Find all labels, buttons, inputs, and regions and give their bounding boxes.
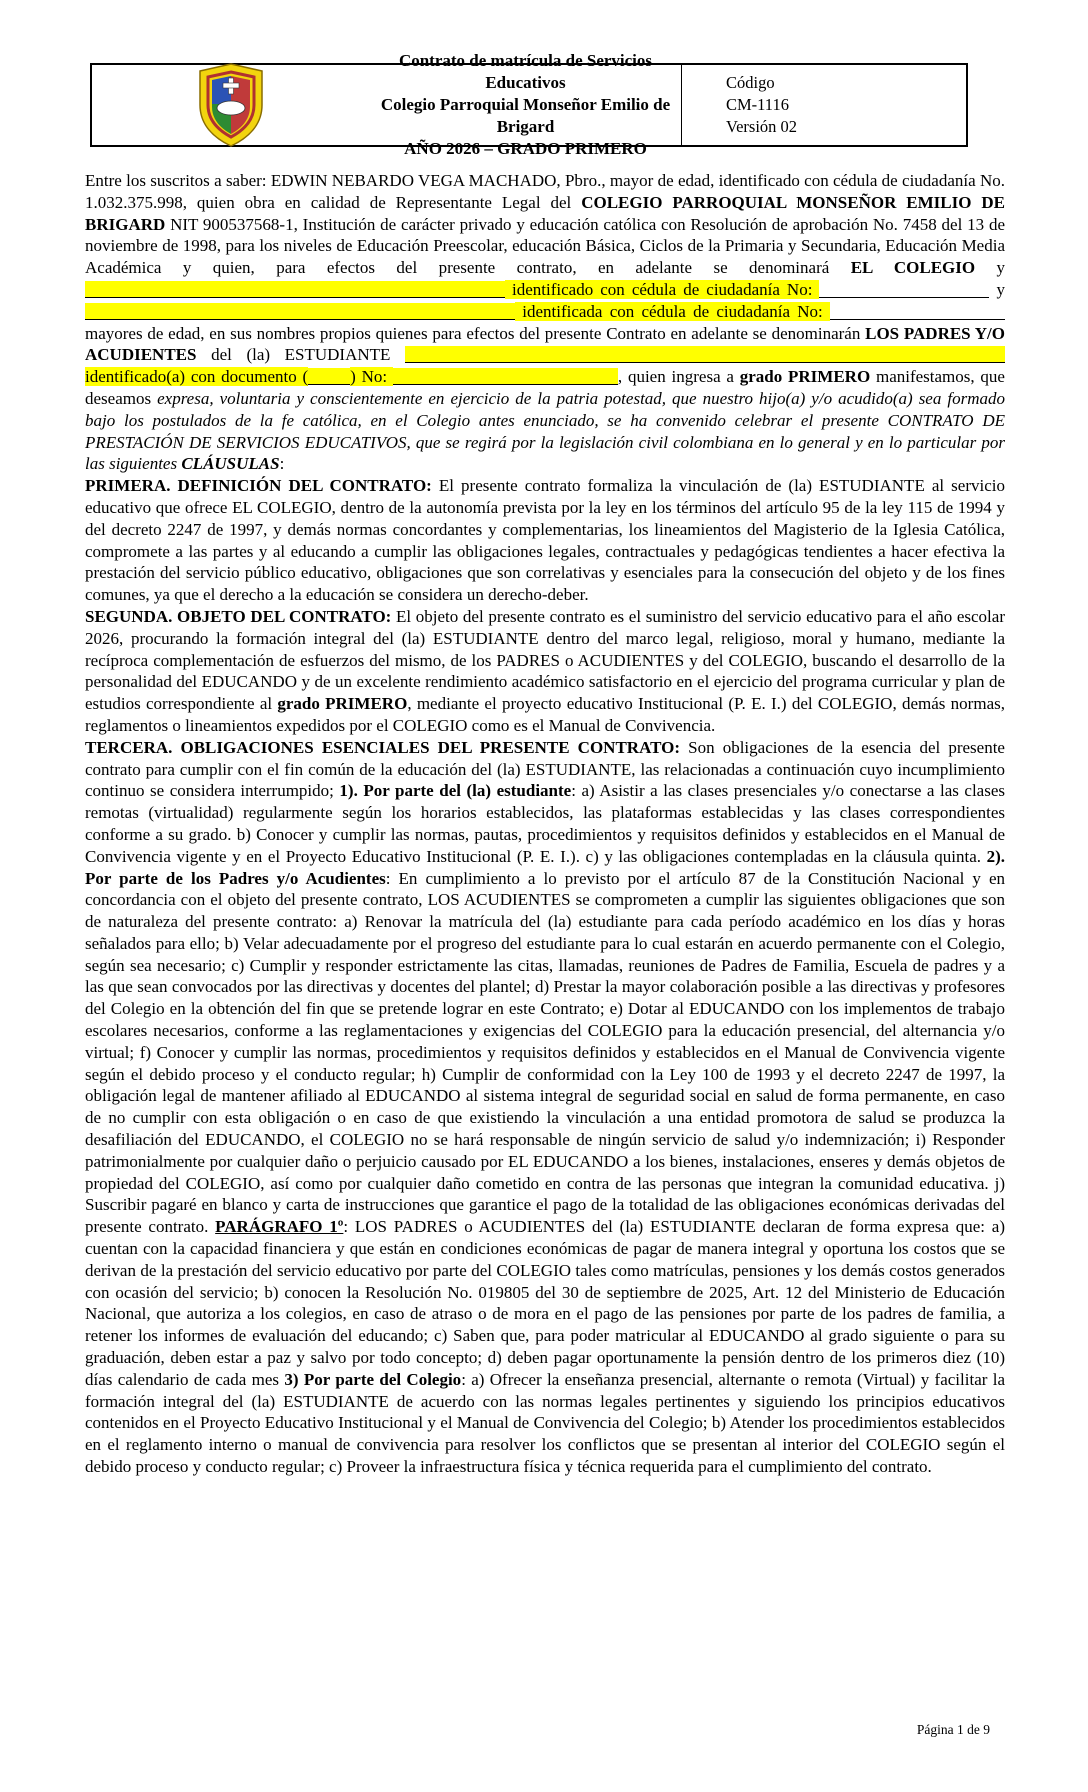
text-run: El objeto del presente contrato es el suministro del servicio educativo para el año escolar 2026, procurando la formación integral del (la) ESTUDIANTE dentro del marco legal, religioso, moral y humano, mediante la recíproca complementación de esfuerzos del mismo, de los PADRES o ACUDIENTES y del COLEGIO, buscando el desarrollo de la personalidad del EDUCANDO y de un excelente rendimiento académico satisfactorio en el ejercicio del programa curricular y plan de estudios correspondiente al — [85, 606, 1005, 714]
text-run: y — [989, 279, 1005, 299]
text-run: , mediante el proyecto educativo Institucional (P. E. I.) del COLEGIO, demás normas, reglamentos o lineamientos expedidos por el COLEGIO como es el Manual de Convivencia. — [85, 694, 1005, 735]
title-line-3: AÑO 2026 – GRADO PRIMERO — [404, 139, 647, 158]
page-number: Página 1 de 9 — [916, 1722, 990, 1737]
paragraph — [85, 737, 1005, 1478]
blank-field — [85, 303, 515, 320]
blank-field — [830, 303, 1005, 320]
text-run: PRIMERA. DEFINICIÓN DEL CONTRATO: — [85, 476, 439, 496]
text-run: expresa, voluntaria y conscientemente en ejercicio de la patria potestad, que nuestro hijo(a) y/o acudido(a) sea formado bajo los postulados de la fe católica, en el Colegio antes enunciado, se ha convenido celebrar el presente CONTRATO DE PRESTACIÓN DE SERVICIOS EDUCATIVOS, que se regirá por la legislación civil colombiana en lo general y en lo particular por las siguientes — [85, 388, 1005, 474]
text-run: : LOS PADRES o ACUDIENTES del (la) ESTUDIANTE declaran de forma expresa que: a) cuentan con la capacidad financiera y que están en condiciones económicas de pagar de manera integral y oportuna los costos que se derivan de la prestación del servicio educativo por parte del COLEGIO tales como matrículas, pensiones y los demás costos generados con ocasión del servicio; b) conocen la Resolución No. 019805 del 30 de septiembre de 2025, Art. 12 del Ministerio de Educación Nacional, que autoriza a los colegios, en caso de atraso o de mora en el pago de las pensiones por parte de los padres de familia, a retener los informes de evaluación del educando; c) Saben que, para poder matricular al EDUCANDO al grado siguiente o para su graduación, deben estar a paz y salvo por todo concepto; d) deben pagar oportunamente la pensión dentro de los primeros diez (10) días calendario de cada mes — [85, 1217, 1005, 1389]
text-run: , quien ingresa a — [617, 367, 740, 387]
text-run: TERCERA. OBLIGACIONES ESENCIALES DEL PRESENTE CONTRATO: — [85, 737, 689, 757]
blank-field — [819, 281, 989, 298]
school-crest-logo — [196, 63, 266, 147]
text-run: 1). Por parte del (la) estudiante — [339, 781, 572, 801]
title-line-1: Contrato de matrícula de Servicios Educativos — [398, 51, 653, 92]
text-run: LOS PADRES Y/O ACUDIENTES — [85, 323, 1005, 365]
text-run: del (la) ESTUDIANTE — [196, 345, 405, 365]
text-run: manifestamos, que deseamos — [85, 367, 1005, 408]
text-run: y — [975, 258, 1006, 278]
text-run: El presente contrato formaliza la vinculación de (la) ESTUDIANTE al servicio educativo que ofrece EL COLEGIO, dentro de la autonomía prevista por la ley en los términos del artículo 95 de la ley 115 de 1994 y del decreto 2247 de 1997, y demás normas concordantes y complementarias, los lineamientos del Magisterio de la Iglesia Católica, compromete a las partes y al educando a cumplir las obligaciones legales, contractuales y pedagógicas tendientes a hacer efectiva la prestación del servicio público educativo, obligaciones que son correlativas y esenciales para la consecución del objeto y de los fines comunes, ya que el derecho a la educación se considera un derecho-deber. — [85, 476, 1005, 605]
code-label: Código — [726, 73, 775, 92]
blank-field — [85, 281, 505, 298]
header-title — [370, 51, 681, 158]
text-run: identificado con cédula de ciudadanía No: — [505, 279, 820, 299]
text-run: : a) Asistir a las clases presenciales y/o conectarse a las clases remotas (virtualidad) regularmente según los horarios establecidos, las plataformas establecidas y las clases correspondientes conforme a su grado. b) Conocer y cumplir las normas, pautas, procedimientos y requisitos definidos y establecidos en el Manual de Convivencia vigente y en el Proyecto Educativo Institucional (P. E. I.). c) y las obligaciones contempladas en la cláusula quinta. — [85, 781, 1006, 866]
text-run: identificada con cédula de ciudadanía No: — [515, 301, 830, 321]
text-run: COLEGIO PARROQUIAL MONSEÑOR EMILIO DE BRIGARD — [85, 192, 1006, 234]
paragraph — [85, 170, 1005, 475]
document-body — [85, 170, 1005, 1478]
text-run: : a) Ofrecer la enseñanza presencial, alternante o remota (Virtual) y facilitar la formación integral del (la) ESTUDIANTE de acuerdo con las normas legales pertinentes y siguiendo los principios educativos contenidos en el Proyecto Educativo Institucional y el Manual de Convivencia del Colegio; b) Atender los procedimientos establecidos en el reglamento interno o manual de convivencia para resolver los conflictos que se presentan al interior del COLEGIO según el debido proceso y conducto regular; c) Proveer la infraestructura física y técnica requerida para el cumplimiento del contrato. — [85, 1369, 1005, 1477]
version-label: Versión 02 — [726, 117, 798, 136]
header-code-cell — [681, 65, 966, 145]
header-logo-cell — [92, 65, 370, 145]
text-run: Son obligaciones de la esencia del presente contrato para cumplir con el fin común de la educación del (la) ESTUDIANTE, las relacionadas a continuación cuyo incumplimiento continuo se considera interrumpido; — [85, 737, 1005, 801]
text-run: grado PRIMERO — [277, 694, 408, 714]
page-footer — [917, 1722, 990, 1738]
blank-field — [308, 368, 350, 385]
blank-field — [405, 346, 1005, 363]
paragraph — [85, 606, 1005, 737]
text-run: NIT 900537568-1, Institución de carácter privado y educación católica con Resolución de aprobación No. 7458 del 13 de noviembre de 1998, para los niveles de Educación Preescolar, educación Básica, Ciclos de la Primaria y Secundaria, Educación Media Académica y quien, para efectos del presente contrato, en adelante se denominará — [85, 214, 1005, 278]
code-value: CM-1116 — [726, 95, 789, 114]
text-run: 3) Por parte del Colegio — [284, 1369, 462, 1389]
text-run: identificado(a) con documento ( — [85, 367, 309, 387]
text-run: : En cumplimiento a lo previsto por el artículo 87 de la Constitución Nacional y en concordancia con el objeto del presente contrato, LOS ACUDIENTES se comprometen a cumplir las siguientes obligaciones que son de naturaleza del presente contrato: a) Renovar la matrícula del (la) estudiante para cada período académico en los días y horas señalados para ello; b) Velar adecuadamente por el progreso del estudiante para lo cual estarán en acuerdo permanente con el Colegio, según sea necesario; c) Cumplir y responder estrictamente las citas, llamadas, reuniones de Padres de Familia, Escuela de padres y a las que sean convocados por las directivas y docentes del plantel; d) Prestar la mayor colaboración posible a las directivas y profesores del Colegio en la obtención del fin que se pretende lograr en este Contrato; e) Dotar al EDUCANDO con los implementos de trabajo escolares necesarios, conforme a las reglamentaciones y exigencias del COLEGIO para la educación presencial, del alternancia y/o virtual; f) Conocer y cumplir las normas, procedimientos y requisitos definidos y establecidos en el Manual de Convivencia vigente según el debido proceso y el conducto regular; h) Cumplir de conformidad con la Ley 100 de 1993 y el decreto 2247 de 1997, la obligación legal de mantener afiliado al EDUCANDO al sistema integral de seguridad social en salud de forma permanente, en caso de no cumplir con esta obligación o en caso de que existiendo la vinculación a una entidad promotora de salud se produzca la desafiliación del EDUCANDO, el COLEGIO no se hará responsable de ningún servicio de salud y/o indemnización; i) Responder patrimonialmente por cualquier daño o perjuicio causado por EL EDUCANDO a los bienes, instalaciones, enseres y demás objetos de propiedad del COLEGIO, así como por cualquier daño cometido en contra de las personas que integran la comunidad educativa. j) Suscribir pagaré en blanco y carta de instrucciones que garantice el pago de la totalidad de las obligaciones económicas derivadas del presente contrato. — [85, 868, 1005, 1237]
blank-field — [393, 368, 618, 385]
text-run: : — [279, 454, 285, 474]
text-run: ) No: — [350, 367, 393, 387]
title-line-2: Colegio Parroquial Monseñor Emilio de Brigard — [380, 95, 671, 136]
text-run: 2). Por parte de los Padres y/o Acudientes — [85, 846, 1005, 888]
text-run: EL COLEGIO — [850, 258, 976, 278]
text-run: PARÁGRAFO 1º — [215, 1217, 344, 1237]
text-run: CLÁUSULAS — [181, 454, 280, 474]
header-table — [90, 51, 968, 158]
text-run: mayores de edad, en sus nombres propios quienes para efectos del presente Contrato en adelante se denominarán — [85, 323, 866, 343]
text-run: SEGUNDA. OBJETO DEL CONTRATO: — [85, 606, 396, 626]
text-run: Entre los suscritos a saber: EDWIN NEBARDO VEGA MACHADO, Pbro., mayor de edad, identificado con cédula de ciudadanía No. 1.032.375.998, quien obra en calidad de Representante Legal del — [85, 171, 1005, 212]
paragraph — [85, 475, 1005, 606]
text-run: grado PRIMERO — [739, 367, 871, 387]
